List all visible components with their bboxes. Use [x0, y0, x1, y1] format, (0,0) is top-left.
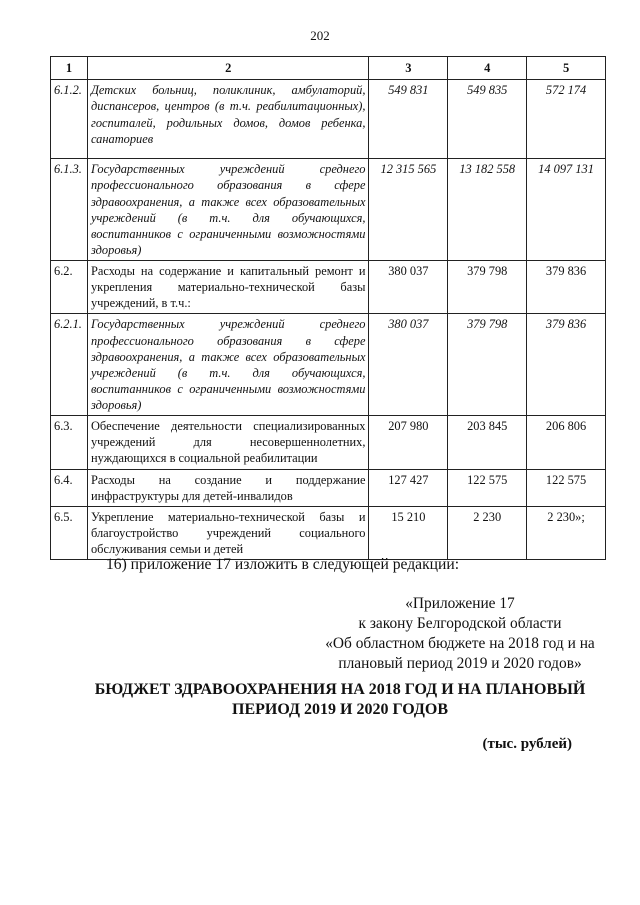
row-number: 6.1.3.: [51, 159, 88, 261]
table-row: [51, 506, 606, 559]
value-2019: 379 798: [448, 314, 527, 416]
title-line: БЮДЖЕТ ЗДРАВООХРАНЕНИЯ НА 2018 ГОД И НА ПЛАНОВЫЙ: [94, 681, 586, 698]
value-2018: 12 315 565: [369, 159, 448, 261]
page-number: 202: [310, 28, 330, 43]
amendment-text: 16) приложение 17 изложить в следующей редакции:: [106, 556, 460, 573]
value-2018: 549 831: [369, 80, 448, 159]
row-number: 6.2.1.: [51, 314, 88, 416]
value-2018: 15 210: [369, 506, 448, 559]
value-2018: 380 037: [369, 261, 448, 314]
column-header-4: 4: [448, 57, 527, 80]
value-2020: 206 806: [527, 416, 606, 469]
value-2019: 379 798: [448, 261, 527, 314]
row-description: Государственных учреждений среднего профессионального образования в сфере здравоохранения, а также всех образовательных учреждений (в т.ч. для обучающихся, воспитанников с ограниченными возможностями здоровья): [87, 159, 368, 261]
document-title: [60, 680, 620, 720]
row-description: Государственных учреждений среднего профессионального образования в сфере здравоохранения, а также всех образовательных учреждений (в т.ч. для обучающихся, воспитанников с ограниченными возможностями здоровья): [87, 314, 368, 416]
column-header-3: 3: [369, 57, 448, 80]
appendix-line: «Об областном бюджете на 2018 год и на: [325, 635, 595, 652]
value-2020: 572 174: [527, 80, 606, 159]
units-label: (тыс. рублей): [482, 736, 572, 752]
row-number: 6.3.: [51, 416, 88, 469]
column-header-2: 2: [87, 57, 368, 80]
table-row: [51, 469, 606, 506]
table-row: [51, 159, 606, 261]
value-2020: 2 230»;: [527, 506, 606, 559]
value-2019: 122 575: [448, 469, 527, 506]
value-2019: 13 182 558: [448, 159, 527, 261]
row-description: Расходы на содержание и капитальный ремонт и укрепления материально-технической базы учреждений, в т.ч.:: [87, 261, 368, 314]
table-header-row: [51, 57, 606, 80]
row-number: 6.4.: [51, 469, 88, 506]
appendix-line: «Приложение 17: [405, 595, 515, 612]
table-row: [51, 80, 606, 159]
value-2019: 549 835: [448, 80, 527, 159]
value-2018: 207 980: [369, 416, 448, 469]
value-2019: 203 845: [448, 416, 527, 469]
value-2018: 127 427: [369, 469, 448, 506]
row-number: 6.2.: [51, 261, 88, 314]
row-number: 6.5.: [51, 506, 88, 559]
row-description: Обеспечение деятельности специализированных учреждений для несовершеннолетних, нуждающихся в социальной реабилитации: [87, 416, 368, 469]
table-row: [51, 261, 606, 314]
appendix-line: к закону Белгородской области: [358, 615, 562, 632]
row-description: Укрепление материально-технической базы и благоустройство учреждений социального обслуживания семьи и детей: [87, 506, 368, 559]
table-row: [51, 416, 606, 469]
appendix-line: плановый период 2019 и 2020 годов»: [338, 655, 582, 672]
value-2020: 379 836: [527, 314, 606, 416]
appendix-header: [300, 594, 620, 674]
title-line: ПЕРИОД 2019 И 2020 ГОДОВ: [232, 701, 448, 718]
row-description: Расходы на создание и поддержание инфраструктуры для детей-инвалидов: [87, 469, 368, 506]
value-2020: 14 097 131: [527, 159, 606, 261]
row-number: 6.1.2.: [51, 80, 88, 159]
table-row: [51, 314, 606, 416]
row-description: Детских больниц, поликлиник, амбулаторий, диспансеров, центров (в т.ч. реабилитационных), госпиталей, родильных домов, домов ребенка, санаториев: [87, 80, 368, 159]
value-2020: 122 575: [527, 469, 606, 506]
column-header-1: 1: [51, 57, 88, 80]
value-2019: 2 230: [448, 506, 527, 559]
value-2020: 379 836: [527, 261, 606, 314]
value-2018: 380 037: [369, 314, 448, 416]
budget-table: [50, 56, 606, 560]
column-header-5: 5: [527, 57, 606, 80]
